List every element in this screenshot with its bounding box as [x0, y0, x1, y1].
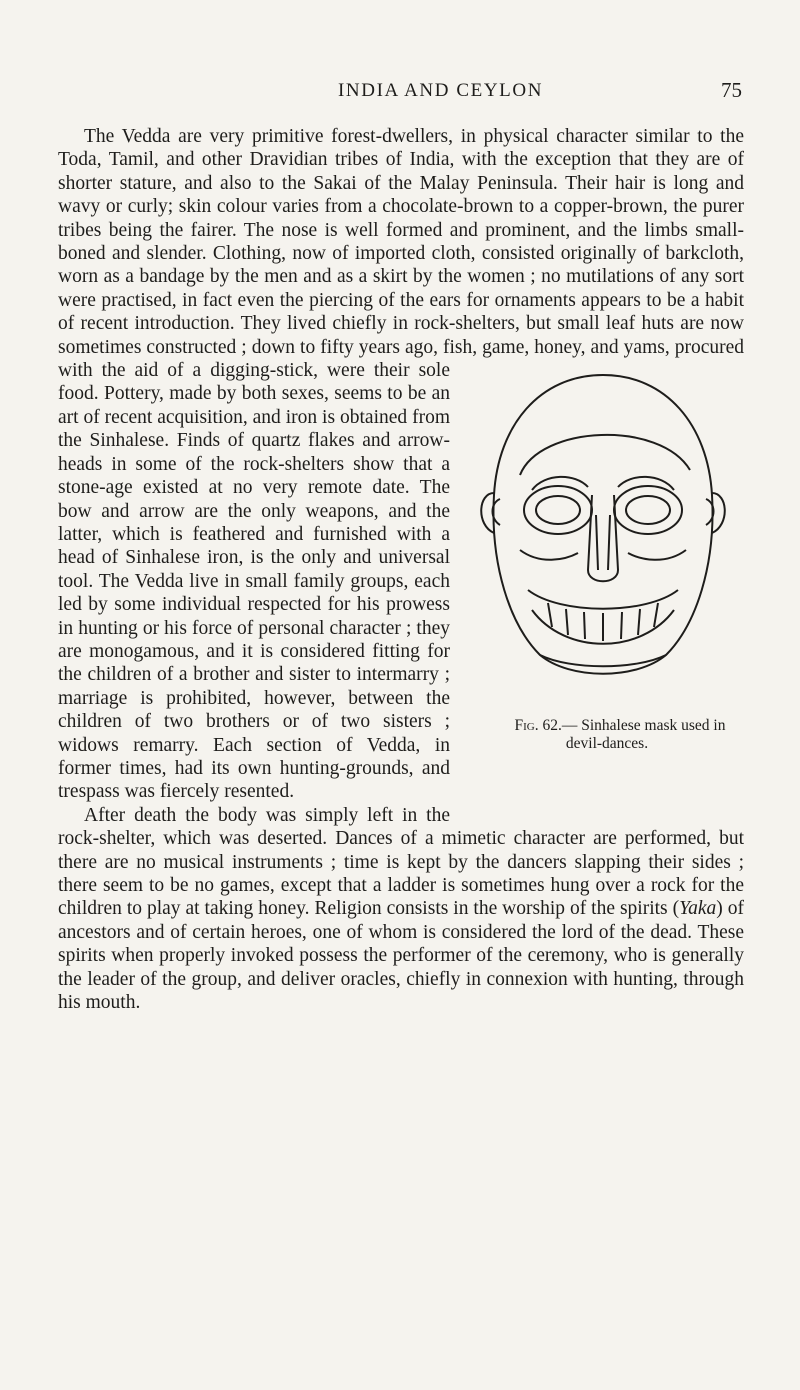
- paragraph-text-end: ) of ancestors and of certain heroes, one of whom is considered the lord of the dead. These spirits when properly invoked possess the performer of the ceremony, who is generally the leader of the group, and deliver oracles, chiefly in connexion with hunting, through his mouth.: [58, 898, 744, 1014]
- paragraph-death-religion: [58, 804, 744, 1015]
- figure-caption-text: — Sinhalese mask used in devil-dances.: [561, 717, 726, 753]
- body-text: [58, 125, 744, 1014]
- mask-icon: [470, 365, 736, 711]
- figure-caption: [472, 717, 742, 753]
- paragraph-text: The Vedda are very primitive forest-dwellers, in physical character similar to the Toda, Tamil, and other Dravidian tribes of India, with the exception that they are of shorter stature, and also to the Sakai of the Malay Peninsula. Their hair is long and wavy or curly; skin colour varies from a chocolate-brown to a copper-brown, the purer tribes being the fairer. The nose is well formed and prominent, and the limbs small-boned and slender. Clothing, now of imported cloth, consisted originally of barkcloth, worn as a bandage by the men and as a skirt by the women ; no mutilations of any sort were practised, in fact even the piercing of the ears for ornaments appears to be a habit of recent introduction. They lived chiefly in rock-shelters, but small leaf huts are now sometimes constructed ; down to fifty years ago, fish, game, honey, and yams, procured with the aid of: [58, 126, 744, 382]
- paragraph-vedda-intro: [58, 125, 744, 804]
- page-number: 75: [721, 78, 742, 102]
- paragraph-text: After death the body was simply left in the rock-shelter, which was deserted. Dances of a mimetic character are performed, but there are no musical instruments ; time is kept by the dancers slapping their sides ; there seem to be no games, except that a ladder is sometimes hung over a rock for the children to play at taking honey. Religion consists in the worship of the spirits (: [58, 804, 744, 920]
- figure-62: [462, 359, 744, 814]
- italic-term-yaka: Yaka: [679, 898, 717, 920]
- figure-label: Fig. 62.: [514, 717, 562, 735]
- paragraph-text-continued: a digging-stick, were their sole food. Pottery, made by both sexes, seems to be an art of recent acquisition, and iron is obtained from the Sinhalese. Finds of quartz flakes and arrow-heads in some of the rock-shelters show that a stone-age existed at no very remote date. The bow and arrow are the only weapons, and the latter, which is feathered and furnished with a head of Sinhalese iron, is the only and universal tool. The Vedda live in small family groups, each led by some individual respected for his prowess in hunting or his force of personal character ; they are monogamous, and it is considered fitting for the children of a brother and sister to intermarry ; marriage is prohibited, however, between the children of two brothers or of two sisters ; widows remarry. Each section of Vedda, in former times, had its own hunting-grounds, and trespass was fiercely resented.: [58, 360, 450, 803]
- running-title: INDIA AND CEYLON: [338, 80, 544, 101]
- running-head: [0, 80, 800, 110]
